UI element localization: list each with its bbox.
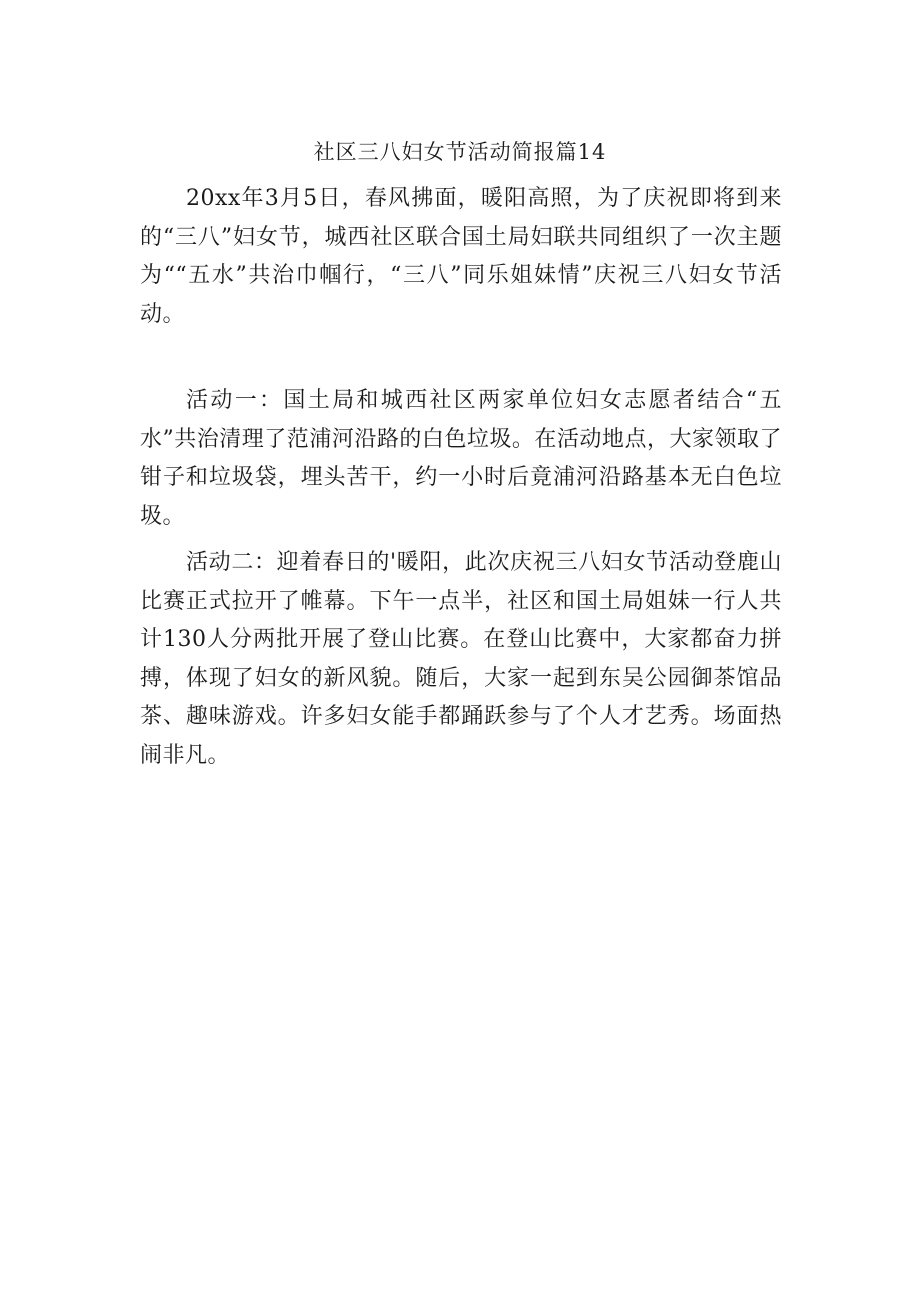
document-title: 社区三八妇女节活动简报篇14 xyxy=(313,140,607,164)
paragraph-activity-one: 活动一：国土局和城西社区两家单位妇女志愿者结合“五水”共治清理了范浦河沿路的白色垃圾。在活动地点，大家领取了钳子和垃圾袋，埋头苦干，约一小时后竟浦河沿路基本无白色垃圾。 xyxy=(140,388,782,529)
paragraph-activity-two: 活动二：迎着春日的'暖阳，此次庆祝三八妇女节活动登鹿山比赛正式拉开了帷幕。下午一点半，社区和国土局姐妹一行人共计130人分两批开展了登山比赛。在登山比赛中，大家都奋力拼搏，体现了妇女的新风貌。随后，大家一起到东吴公园御茶馆品茶、趣味游戏。许多妇女能手都踊跃参与了个人才艺秀。场面热闹非凡。 xyxy=(140,550,782,768)
paragraph-intro: 20xx年3月5日，春风拂面，暖阳高照，为了庆祝即将到来的“三八”妇女节，城西社区联合国土局妇联共同组织了一次主题为““五水”共治巾帼行，“三八”同乐姐妹情”庆祝三八妇女节活动。 xyxy=(140,186,782,327)
